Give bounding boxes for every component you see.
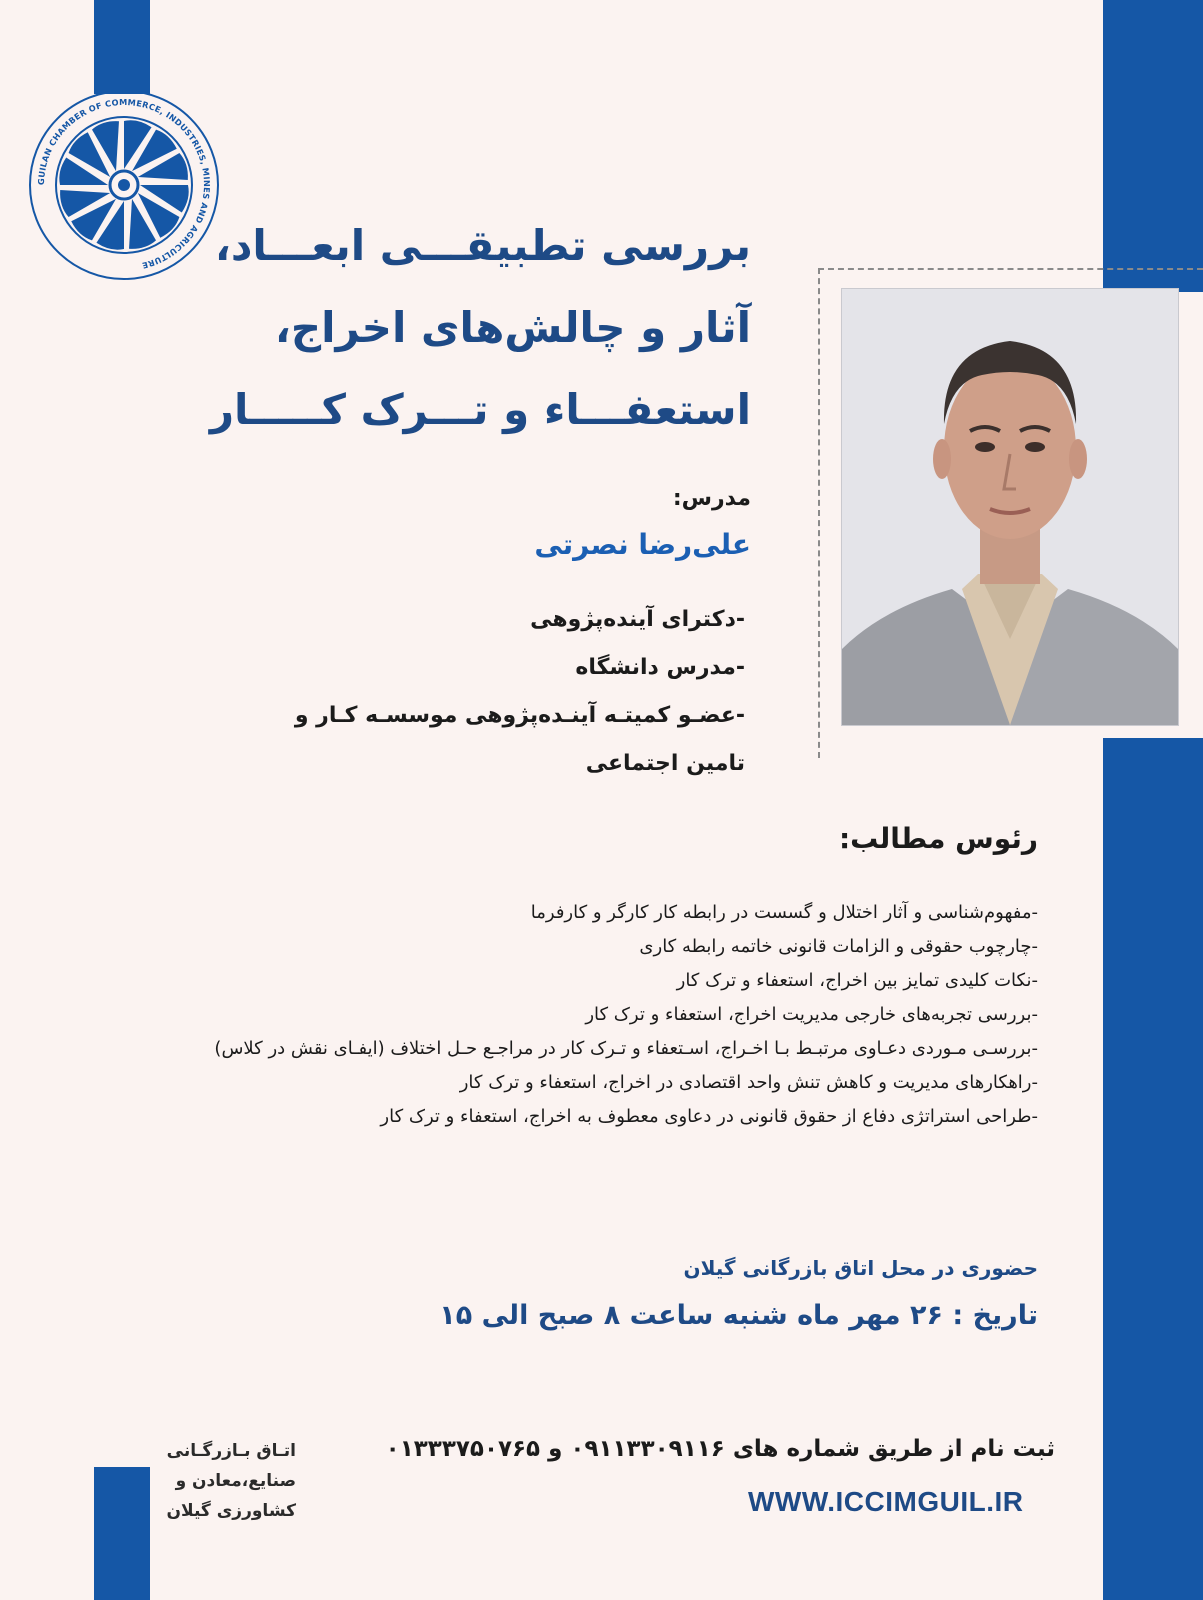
top-left-accent-band [94,0,150,94]
website-link[interactable]: WWW.ICCIMGUIL.IR [748,1486,1024,1517]
page-title [209,205,751,451]
organization-name-line: کشاورزی گیلان [166,1501,296,1521]
instructor-portrait-photo [841,288,1179,726]
credential-line: -عضـو کمیتـه آینـده‌پژوهی موسسـه کـار و [294,703,745,728]
title-line: استعفـــاء و تـــرک کـــــار [209,385,751,434]
organization-name [136,1436,296,1526]
topic-item: -مفهوم‌شناسی و آثار اختلال و گسست در رابطه کار کارگر و کارفرما [530,902,1038,923]
instructor-portrait-icon [842,289,1178,725]
topic-item: -بررسی تجربه‌های خارجی مدیریت اخراج، استعفاء و ترک کار [585,1004,1038,1025]
credential-line: -مدرس دانشگاه [575,655,745,680]
instructor-name: علی‌رضا نصرتی [534,528,751,561]
title-line: بررسی تطبیقـــی ابعـــاد، [214,221,751,270]
topic-item: -چارچوب حقوقی و الزامات قانونی خاتمه رابطه کاری [639,936,1038,957]
topic-item: -نکات کلیدی تمایز بین اخراج، استعفاء و ترک کار [676,970,1038,991]
right-accent-band-bottom [1103,738,1203,1600]
organization-name-line: صنایع،معادن و [175,1471,296,1491]
topic-item: -بررسـی مـوردی دعـاوی مرتبـط بـا اخـراج، اسـتعفاء و تـرک کار در مراجـع حـل اختلاف (ایفـای نقش در کلاس) [214,1038,1038,1059]
credential-line: تامین اجتماعی [585,751,745,776]
right-accent-band-top [1103,0,1203,292]
topics-list [208,896,1038,1134]
credential-line: -دکترای آینده‌پژوهی [530,607,745,632]
topic-item: -طراحی استراتژی دفاع از حقوق قانونی در دعاوی معطوف به اخراج، استعفاء و ترک کار [380,1106,1038,1127]
venue-text: حضوری در محل اتاق بازرگانی گیلان [683,1256,1038,1280]
topic-item: -راهکارهای مدیریت و کاهش تنش واحد اقتصادی در اخراج، استعفاء و ترک کار [459,1072,1038,1093]
registration-phone-text: ثبت نام از طریق شماره های ۰۹۱۱۳۳۰۹۱۱۶ و ۰۱۳۳۳۷۵۰۷۶۵ [385,1436,1055,1462]
instructor-label: مدرس: [672,486,751,511]
chamber-of-commerce-logo-icon [24,85,224,285]
title-line: آثار و چالش‌های اخراج، [274,303,751,352]
logo-ring-text: GUILAN CHAMBER OF COMMERCE, INDUSTRIES, MINES AND AGRICULTURE [35,96,213,271]
date-text: تاریخ : ۲۶ مهر ماه شنبه ساعت ۸ صبح الی ۱۵ [439,1300,1038,1331]
topics-heading: رئوس مطالب: [838,822,1038,855]
instructor-credentials [225,596,745,788]
organization-name-line: اتـاق بـازرگـانی [166,1441,296,1461]
